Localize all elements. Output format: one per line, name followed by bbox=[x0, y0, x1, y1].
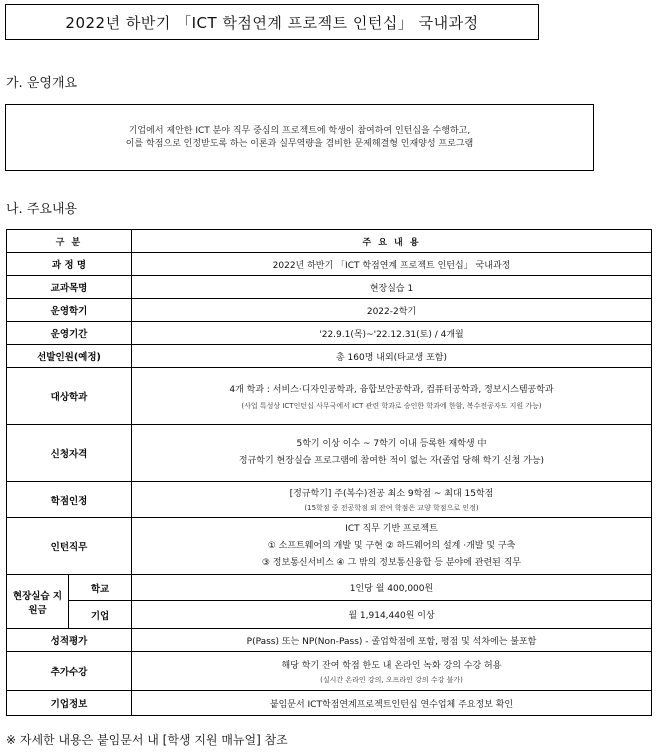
table-row bbox=[7, 276, 652, 299]
row-value-target bbox=[132, 368, 652, 425]
row-value-period: '22.9.1(목)~'22.12.31(토) / 4개월 bbox=[132, 322, 652, 345]
overview-line-2: 이를 학점으로 인정받도록 하는 이론과 실무역량을 겸비한 문제해결형 인재양성 프로그램 bbox=[125, 138, 474, 149]
row-label-period: 운영기간 bbox=[7, 322, 132, 345]
duty-line-1: ICT 직무 기반 프로젝트 bbox=[345, 523, 438, 534]
table-row bbox=[7, 253, 652, 276]
header-col-category: 구 분 bbox=[7, 230, 132, 253]
credit-line-1: [정규학기] 주(복수)전공 최소 9학점 ~ 최대 15학점 bbox=[289, 489, 494, 499]
row-value-duty bbox=[132, 518, 652, 575]
qualification-line-1: 5학기 이상 이수 ~ 7학기 이내 등록한 재학생 中 bbox=[296, 439, 487, 449]
table-row bbox=[7, 601, 652, 629]
footnote: ※ 자세한 내용은 붙임문서 내 [학생 지원 매뉴얼] 참조 bbox=[6, 733, 288, 747]
page-title bbox=[5, 4, 539, 40]
row-value-qualification bbox=[132, 425, 652, 482]
row-value-credit bbox=[132, 482, 652, 518]
overview-line-1: 기업에서 제안한 ICT 분야 직무 중심의 프로젝트에 학생이 참여하여 인턴십을 수행하고, bbox=[128, 125, 471, 136]
duty-line-3: ③ 정보통신서비스 ④ 그 밖의 정보통신융합 등 분야에 관련된 직무 bbox=[261, 557, 522, 568]
row-label-extra: 추가수강 bbox=[7, 652, 132, 691]
row-label-target: 대상학과 bbox=[7, 368, 132, 425]
row-label-semester: 운영학기 bbox=[7, 299, 132, 322]
row-value-selection: 총 160명 내외(타교생 포함) bbox=[132, 345, 652, 368]
row-sublabel-company: 기업 bbox=[69, 601, 132, 629]
overview-box bbox=[5, 104, 594, 171]
table-row bbox=[7, 575, 652, 601]
table-row bbox=[7, 322, 652, 345]
table-row bbox=[7, 299, 652, 322]
row-value-semester: 2022-2학기 bbox=[132, 299, 652, 322]
row-label-duty: 인턴직무 bbox=[7, 518, 132, 575]
table-header-row bbox=[7, 230, 652, 253]
row-value-extra bbox=[132, 652, 652, 691]
main-table bbox=[6, 229, 652, 716]
row-label-stipend: 현장실습 지원금 bbox=[7, 575, 69, 629]
table-row bbox=[7, 368, 652, 425]
target-line-1: 4개 학과 : 서비스·디자인공학과, 융합보안공학과, 컴퓨터공학과, 정보시스템공학과 bbox=[229, 384, 554, 395]
page-title-text: 2022년 하반기 「ICT 학점연계 프로젝트 인턴십」 국내과정 bbox=[65, 13, 479, 32]
table-row bbox=[7, 345, 652, 368]
table-row bbox=[7, 691, 652, 716]
table-row bbox=[7, 652, 652, 691]
credit-note: (15학점 중 전공학점 외 잔여 학점은 교양 학점으로 인정) bbox=[304, 504, 479, 512]
row-label-grading: 성적평가 bbox=[7, 629, 132, 652]
extra-line-1: 해당 학기 잔여 학점 한도 내 온라인 녹화 강의 수강 허용 bbox=[281, 660, 502, 671]
section-b-heading: 나. 주요내용 bbox=[6, 202, 78, 217]
row-label-subject: 교과목명 bbox=[7, 276, 132, 299]
row-label-company-info: 기업정보 bbox=[7, 691, 132, 716]
table-row bbox=[7, 518, 652, 575]
row-label-course-name: 과 정 명 bbox=[7, 253, 132, 276]
header-col-content: 주 요 내 용 bbox=[132, 230, 652, 253]
row-value-subject: 현장실습 1 bbox=[132, 276, 652, 299]
table-row bbox=[7, 629, 652, 652]
qualification-line-2: 정규학기 현장실습 프로그램에 참여한 적이 없는 자(졸업 당해 학기 신청 가능) bbox=[238, 456, 545, 466]
table-row bbox=[7, 482, 652, 518]
table-row bbox=[7, 425, 652, 482]
row-value-company: 월 1,914,440원 이상 bbox=[132, 601, 652, 629]
row-value-grading: P(Pass) 또는 NP(Non-Pass) - 졸업학점에 포함, 평점 및 석차에는 불포함 bbox=[132, 629, 652, 652]
row-value-school: 1인당 월 400,000원 bbox=[132, 575, 652, 601]
duty-line-2: ① 소프트웨어의 개발 및 구현 ② 하드웨어의 설계 ·개발 및 구축 bbox=[267, 540, 516, 551]
section-a-heading: 가. 운영개요 bbox=[6, 76, 78, 91]
target-note: (사업 특성상 ICT인턴십 사무국에서 ICT 관련 학과로 승인한 학과에 한함, 복수전공자도 지원 가능) bbox=[241, 401, 542, 410]
row-value-course-name: 2022년 하반기 「ICT 학점연계 프로젝트 인턴십」 국내과정 bbox=[132, 253, 652, 276]
row-label-qualification: 신청자격 bbox=[7, 425, 132, 482]
row-value-company-info: 붙임문서 ICT학점연계프로젝트인턴십 연수업체 주요정보 확인 bbox=[132, 691, 652, 716]
row-sublabel-school: 학교 bbox=[69, 575, 132, 601]
row-label-credit: 학점인정 bbox=[7, 482, 132, 518]
extra-note: (실시간 온라인 강의, 오프라인 강의 수강 불가) bbox=[320, 675, 463, 684]
row-label-selection: 선발인원(예정) bbox=[7, 345, 132, 368]
